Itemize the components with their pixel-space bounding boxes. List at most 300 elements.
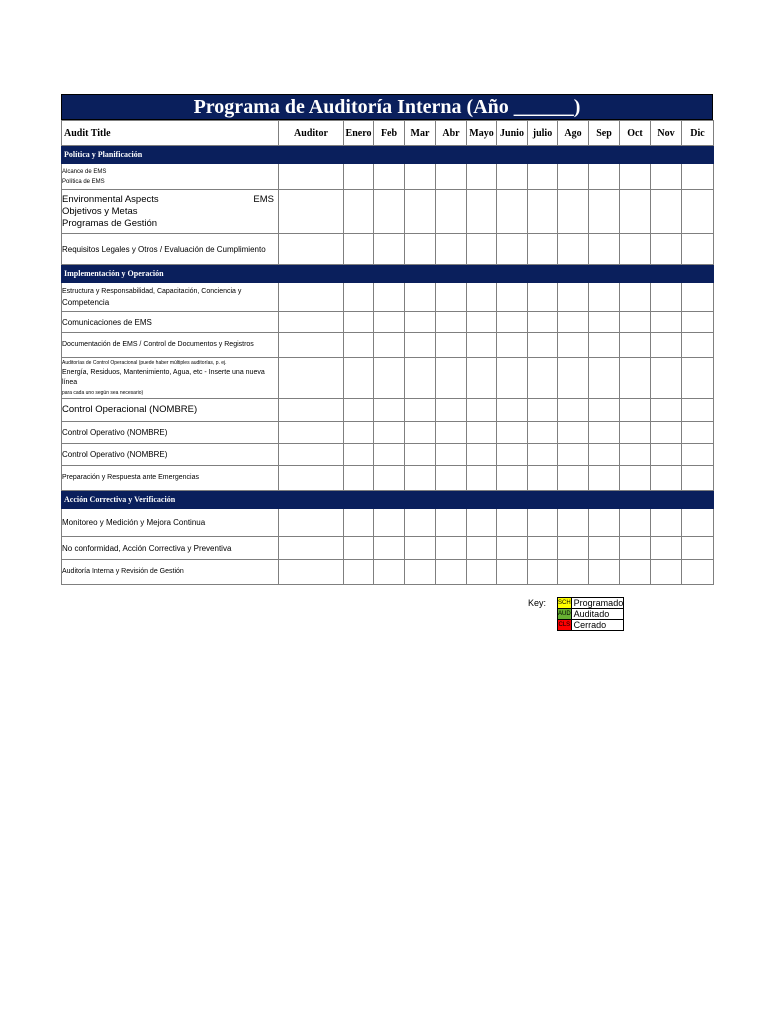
audit-title-line: Documentación de EMS / Control de Documentos y Registros	[62, 341, 254, 348]
section-fill-cell	[682, 491, 714, 509]
section-fill-cell	[467, 265, 497, 283]
month-cell[interactable]	[436, 234, 467, 265]
month-cell[interactable]	[344, 190, 374, 234]
month-cell[interactable]	[374, 358, 405, 399]
audit-row	[62, 312, 714, 333]
key-desc: Programado	[571, 598, 624, 609]
section-fill-cell	[589, 491, 620, 509]
month-cell[interactable]	[344, 312, 374, 333]
month-cell[interactable]	[528, 358, 558, 399]
month-cell[interactable]	[405, 466, 436, 491]
month-cell[interactable]	[436, 422, 467, 444]
month-cell[interactable]	[467, 164, 497, 190]
audit-title-cell	[62, 312, 279, 333]
month-cell[interactable]	[405, 560, 436, 585]
auditor-cell[interactable]	[279, 234, 344, 265]
month-cell[interactable]	[558, 422, 589, 444]
month-cell[interactable]	[528, 466, 558, 491]
month-cell[interactable]	[589, 333, 620, 358]
month-cell[interactable]	[436, 312, 467, 333]
month-cell[interactable]	[528, 190, 558, 234]
auditor-cell[interactable]	[279, 190, 344, 234]
month-cell[interactable]	[558, 358, 589, 399]
section-fill-cell	[651, 146, 682, 164]
month-cell[interactable]	[344, 358, 374, 399]
month-cell[interactable]	[682, 283, 714, 312]
month-cell[interactable]	[682, 537, 714, 560]
month-cell[interactable]	[528, 164, 558, 190]
month-cell[interactable]	[620, 444, 651, 466]
audit-row	[62, 537, 714, 560]
section-fill-cell	[528, 491, 558, 509]
month-cell[interactable]	[436, 358, 467, 399]
month-cell[interactable]	[528, 333, 558, 358]
audit-title-line: Programas de Gestión	[62, 217, 158, 229]
audit-title-cell	[62, 444, 279, 466]
audit-row	[62, 333, 714, 358]
month-cell[interactable]	[589, 537, 620, 560]
month-cell[interactable]	[497, 333, 528, 358]
month-cell[interactable]	[467, 444, 497, 466]
audit-row	[62, 358, 714, 399]
auditor-cell[interactable]	[279, 399, 344, 422]
audit-row	[62, 466, 714, 491]
audit-title-line: Requisitos Legales y Otros / Evaluación de Cumplimiento	[62, 244, 266, 254]
month-cell[interactable]	[589, 560, 620, 585]
month-cell[interactable]	[497, 422, 528, 444]
month-cell[interactable]	[620, 560, 651, 585]
month-cell[interactable]	[467, 509, 497, 537]
month-cell[interactable]	[344, 444, 374, 466]
month-cell[interactable]	[620, 466, 651, 491]
audit-title-cell	[62, 537, 279, 560]
month-header: Mar	[405, 121, 436, 146]
month-cell[interactable]	[682, 509, 714, 537]
month-header: Sep	[589, 121, 620, 146]
month-cell[interactable]	[682, 444, 714, 466]
month-cell[interactable]	[467, 312, 497, 333]
section-fill-cell	[279, 146, 344, 164]
month-cell[interactable]	[405, 537, 436, 560]
month-cell[interactable]	[374, 312, 405, 333]
month-header: Junio	[497, 121, 528, 146]
month-cell[interactable]	[651, 333, 682, 358]
section-label: Implementación y Operación	[62, 265, 279, 283]
section-fill-cell	[467, 491, 497, 509]
month-cell[interactable]	[374, 466, 405, 491]
month-cell[interactable]	[467, 537, 497, 560]
month-cell[interactable]	[651, 509, 682, 537]
month-cell[interactable]	[589, 422, 620, 444]
audit-title-cell	[62, 234, 279, 265]
section-fill-cell	[620, 491, 651, 509]
section-fill-cell	[405, 146, 436, 164]
month-cell[interactable]	[497, 283, 528, 312]
section-header-row	[62, 146, 714, 164]
auditor-cell[interactable]	[279, 164, 344, 190]
audit-title-line	[62, 194, 278, 206]
section-fill-cell	[497, 265, 528, 283]
month-cell[interactable]	[344, 283, 374, 312]
section-fill-cell	[374, 146, 405, 164]
month-cell[interactable]	[467, 466, 497, 491]
month-cell[interactable]	[682, 358, 714, 399]
section-fill-cell	[344, 265, 374, 283]
month-cell[interactable]	[374, 190, 405, 234]
month-cell[interactable]	[467, 234, 497, 265]
month-cell[interactable]	[558, 509, 589, 537]
audit-title-line: Alcance de EMS	[62, 168, 107, 175]
month-cell[interactable]	[589, 190, 620, 234]
month-cell[interactable]	[682, 466, 714, 491]
month-cell[interactable]	[497, 234, 528, 265]
month-cell[interactable]	[682, 234, 714, 265]
month-cell[interactable]	[528, 399, 558, 422]
month-cell[interactable]	[682, 560, 714, 585]
month-cell[interactable]	[405, 333, 436, 358]
month-cell[interactable]	[344, 333, 374, 358]
month-cell[interactable]	[436, 164, 467, 190]
month-cell[interactable]	[589, 283, 620, 312]
audit-title-line: Monitoreo y Medición y Mejora Continua	[62, 518, 206, 527]
month-cell[interactable]	[651, 422, 682, 444]
month-cell[interactable]	[374, 399, 405, 422]
key-table	[557, 597, 624, 631]
month-cell[interactable]	[651, 444, 682, 466]
month-cell[interactable]	[497, 190, 528, 234]
section-fill-cell	[374, 265, 405, 283]
auditor-cell[interactable]	[279, 560, 344, 585]
audit-row	[62, 560, 714, 585]
section-fill-cell	[682, 146, 714, 164]
month-cell[interactable]	[344, 560, 374, 585]
month-cell[interactable]	[620, 283, 651, 312]
month-cell[interactable]	[374, 234, 405, 265]
month-cell[interactable]	[405, 283, 436, 312]
key-code-sch: SCH	[558, 598, 572, 609]
month-cell[interactable]	[497, 537, 528, 560]
month-cell[interactable]	[651, 234, 682, 265]
month-cell[interactable]	[620, 537, 651, 560]
month-cell[interactable]	[651, 190, 682, 234]
month-cell[interactable]	[436, 560, 467, 585]
audit-row	[62, 234, 714, 265]
month-header: Enero	[344, 121, 374, 146]
month-header: Dic	[682, 121, 714, 146]
audit-title-line: Competencia	[62, 297, 110, 307]
section-fill-cell	[620, 146, 651, 164]
month-cell[interactable]	[344, 399, 374, 422]
audit-title-suffix: EMS	[253, 193, 274, 205]
audit-title-line: Control Operativo (NOMBRE)	[62, 428, 168, 437]
month-cell[interactable]	[682, 333, 714, 358]
month-cell[interactable]	[620, 399, 651, 422]
audit-program-sheet	[61, 94, 713, 585]
audit-title-line: Objetivos y Metas	[62, 205, 138, 217]
audit-schedule-table	[61, 120, 714, 585]
audit-row	[62, 444, 714, 466]
month-cell[interactable]	[620, 358, 651, 399]
month-cell[interactable]	[589, 399, 620, 422]
auditor-cell[interactable]	[279, 312, 344, 333]
month-cell[interactable]	[344, 509, 374, 537]
section-fill-cell	[405, 265, 436, 283]
audit-title-line: Auditorías de Control Operacional (puede haber múltiples auditorías, p. ej.	[62, 360, 227, 366]
section-fill-cell	[558, 265, 589, 283]
month-header: Abr	[436, 121, 467, 146]
month-cell[interactable]	[620, 509, 651, 537]
month-cell[interactable]	[497, 560, 528, 585]
auditor-cell[interactable]	[279, 422, 344, 444]
key-desc: Auditado	[571, 609, 624, 620]
page-title: Programa de Auditoría Interna (Año ______)	[61, 94, 713, 120]
audit-title-cell	[62, 560, 279, 585]
month-cell[interactable]	[405, 358, 436, 399]
audit-row	[62, 283, 714, 312]
month-cell[interactable]	[405, 422, 436, 444]
month-cell[interactable]	[620, 190, 651, 234]
month-header: Mayo	[467, 121, 497, 146]
month-cell[interactable]	[467, 190, 497, 234]
month-cell[interactable]	[497, 509, 528, 537]
audit-title-line: Política de EMS	[62, 178, 105, 185]
month-header: Feb	[374, 121, 405, 146]
month-cell[interactable]	[651, 466, 682, 491]
month-cell[interactable]	[467, 422, 497, 444]
section-fill-cell	[436, 491, 467, 509]
audit-row	[62, 422, 714, 444]
month-cell[interactable]	[436, 509, 467, 537]
month-cell[interactable]	[651, 283, 682, 312]
month-cell[interactable]	[436, 399, 467, 422]
audit-title-line: Estructura y Responsabilidad, Capacitación, Conciencia y	[62, 287, 242, 295]
audit-title-line: para cada uno según sea necesario)	[62, 390, 144, 396]
month-cell[interactable]	[620, 333, 651, 358]
month-cell[interactable]	[467, 560, 497, 585]
month-cell[interactable]	[651, 312, 682, 333]
month-cell[interactable]	[682, 422, 714, 444]
month-cell[interactable]	[436, 444, 467, 466]
month-cell[interactable]	[620, 234, 651, 265]
section-fill-cell	[589, 146, 620, 164]
audit-title-text: Environmental Aspects	[62, 193, 159, 205]
month-cell[interactable]	[620, 312, 651, 333]
audit-title-line: Control Operativo (NOMBRE)	[62, 450, 168, 459]
month-cell[interactable]	[682, 399, 714, 422]
auditor-cell[interactable]	[279, 466, 344, 491]
month-cell[interactable]	[497, 164, 528, 190]
month-cell[interactable]	[374, 537, 405, 560]
section-fill-cell	[405, 491, 436, 509]
month-header: Nov	[651, 121, 682, 146]
month-cell[interactable]	[344, 234, 374, 265]
month-cell[interactable]	[620, 164, 651, 190]
section-fill-cell	[528, 146, 558, 164]
month-cell[interactable]	[558, 164, 589, 190]
month-cell[interactable]	[436, 466, 467, 491]
section-fill-cell	[436, 265, 467, 283]
auditor-cell[interactable]	[279, 444, 344, 466]
month-cell[interactable]	[682, 190, 714, 234]
month-cell[interactable]	[682, 312, 714, 333]
month-cell[interactable]	[558, 537, 589, 560]
audit-row	[62, 399, 714, 422]
month-cell[interactable]	[558, 444, 589, 466]
audit-title-line: Control Operacional (NOMBRE)	[62, 404, 198, 415]
audit-title-cell	[62, 283, 279, 312]
audit-title-header: Audit Title	[62, 121, 279, 146]
month-cell[interactable]	[558, 283, 589, 312]
audit-row	[62, 164, 714, 190]
month-cell[interactable]	[589, 444, 620, 466]
month-cell[interactable]	[528, 560, 558, 585]
section-fill-cell	[497, 146, 528, 164]
audit-title-line: Comunicaciones de EMS	[62, 317, 152, 327]
month-cell[interactable]	[651, 358, 682, 399]
month-cell[interactable]	[558, 466, 589, 491]
section-fill-cell	[344, 491, 374, 509]
audit-title-line: Auditoría Interna y Revisión de Gestión	[62, 568, 184, 575]
section-fill-cell	[589, 265, 620, 283]
audit-title-cell	[62, 333, 279, 358]
section-fill-cell	[620, 265, 651, 283]
section-fill-cell	[436, 146, 467, 164]
month-cell[interactable]	[436, 283, 467, 312]
month-cell[interactable]	[528, 537, 558, 560]
month-cell[interactable]	[374, 444, 405, 466]
key-row	[558, 609, 624, 620]
audit-title-cell	[62, 509, 279, 537]
month-cell[interactable]	[558, 333, 589, 358]
audit-title-line: No conformidad, Acción Correctiva y Preventiva	[62, 543, 232, 553]
audit-title-line: Preparación y Respuesta ante Emergencias	[62, 474, 199, 481]
month-cell[interactable]	[405, 234, 436, 265]
section-fill-cell	[682, 265, 714, 283]
month-header: julio	[528, 121, 558, 146]
month-cell[interactable]	[374, 283, 405, 312]
month-cell[interactable]	[436, 333, 467, 358]
auditor-cell[interactable]	[279, 537, 344, 560]
key-row	[558, 598, 624, 609]
month-cell[interactable]	[344, 537, 374, 560]
month-cell[interactable]	[497, 358, 528, 399]
audit-row	[62, 509, 714, 537]
key-label: Key:	[528, 598, 547, 608]
month-header: Oct	[620, 121, 651, 146]
section-label: Acción Correctiva y Verificación	[62, 491, 279, 509]
month-cell[interactable]	[405, 444, 436, 466]
month-cell[interactable]	[558, 399, 589, 422]
month-cell[interactable]	[374, 164, 405, 190]
month-cell[interactable]	[589, 234, 620, 265]
auditor-cell[interactable]	[279, 333, 344, 358]
month-cell[interactable]	[467, 333, 497, 358]
section-fill-cell	[279, 265, 344, 283]
month-cell[interactable]	[467, 358, 497, 399]
key-code-cls: CLS	[558, 620, 572, 631]
section-fill-cell	[497, 491, 528, 509]
month-cell[interactable]	[374, 333, 405, 358]
month-cell[interactable]	[344, 164, 374, 190]
month-cell[interactable]	[682, 164, 714, 190]
month-cell[interactable]	[497, 444, 528, 466]
month-cell[interactable]	[344, 466, 374, 491]
auditor-cell[interactable]	[279, 283, 344, 312]
month-cell[interactable]	[374, 422, 405, 444]
month-cell[interactable]	[528, 444, 558, 466]
section-fill-cell	[467, 146, 497, 164]
audit-title-line: Energía, Residuos, Mantenimiento, Agua, etc - Inserte una nueva línea	[62, 369, 265, 386]
audit-title-cell	[62, 399, 279, 422]
month-cell[interactable]	[344, 422, 374, 444]
section-header-row	[62, 491, 714, 509]
section-fill-cell	[651, 491, 682, 509]
month-cell[interactable]	[589, 164, 620, 190]
month-cell[interactable]	[528, 234, 558, 265]
month-cell[interactable]	[651, 164, 682, 190]
month-cell[interactable]	[374, 560, 405, 585]
auditor-cell[interactable]	[279, 358, 344, 399]
audit-title-cell	[62, 422, 279, 444]
month-cell[interactable]	[589, 509, 620, 537]
key-desc: Cerrado	[571, 620, 624, 631]
month-cell[interactable]	[405, 399, 436, 422]
month-cell[interactable]	[405, 164, 436, 190]
month-cell[interactable]	[405, 190, 436, 234]
key-row	[558, 620, 624, 631]
month-cell[interactable]	[589, 312, 620, 333]
month-cell[interactable]	[651, 399, 682, 422]
month-cell[interactable]	[374, 509, 405, 537]
month-cell[interactable]	[558, 234, 589, 265]
month-cell[interactable]	[651, 537, 682, 560]
section-fill-cell	[344, 146, 374, 164]
month-cell[interactable]	[467, 283, 497, 312]
section-fill-cell	[651, 265, 682, 283]
audit-title-cell	[62, 358, 279, 399]
audit-title-cell	[62, 466, 279, 491]
month-cell[interactable]	[528, 312, 558, 333]
section-fill-cell	[528, 265, 558, 283]
month-cell[interactable]	[497, 466, 528, 491]
month-cell[interactable]	[528, 422, 558, 444]
month-cell[interactable]	[405, 509, 436, 537]
month-cell[interactable]	[589, 466, 620, 491]
month-cell[interactable]	[528, 509, 558, 537]
month-cell[interactable]	[589, 358, 620, 399]
month-cell[interactable]	[405, 312, 436, 333]
month-cell[interactable]	[558, 312, 589, 333]
section-header-row	[62, 265, 714, 283]
month-cell[interactable]	[558, 190, 589, 234]
month-cell[interactable]	[436, 190, 467, 234]
section-fill-cell	[279, 491, 344, 509]
auditor-cell[interactable]	[279, 509, 344, 537]
month-header: Ago	[558, 121, 589, 146]
month-cell[interactable]	[558, 560, 589, 585]
audit-title-cell	[62, 164, 279, 190]
month-cell[interactable]	[620, 422, 651, 444]
month-cell[interactable]	[497, 399, 528, 422]
month-cell[interactable]	[528, 283, 558, 312]
auditor-header: Auditor	[279, 121, 344, 146]
audit-row	[62, 190, 714, 234]
month-cell[interactable]	[651, 560, 682, 585]
month-cell[interactable]	[497, 312, 528, 333]
month-cell[interactable]	[436, 537, 467, 560]
section-fill-cell	[374, 491, 405, 509]
month-cell[interactable]	[467, 399, 497, 422]
